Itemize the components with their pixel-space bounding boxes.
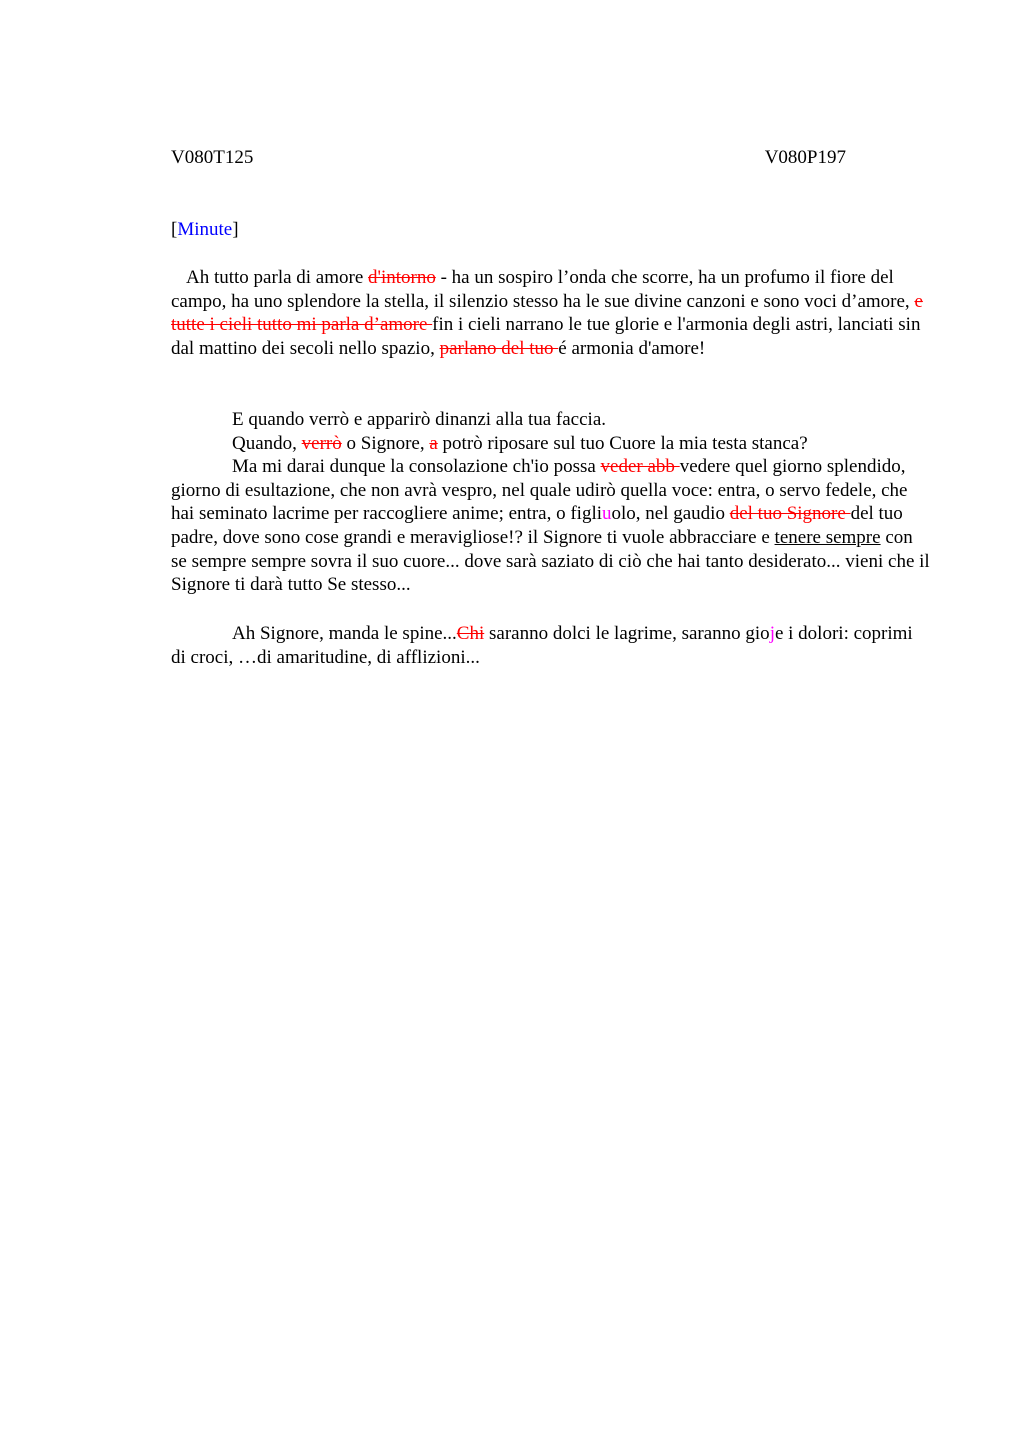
paragraph-2-line-2 (171, 432, 931, 456)
text-segment: fin i cieli narrano le tue glorie e l'armonia degli astri, lanciati sin dal mattino dei secoli nello spazio, (171, 314, 921, 359)
close-bracket: ] (232, 219, 239, 240)
paragraph-3 (171, 622, 931, 669)
deleted-text: a (429, 432, 438, 454)
text-segment: saranno dolci le lagrime, saranno gio (484, 623, 770, 644)
deleted-text: Chi (456, 623, 485, 644)
deleted-text: parlano del tuo (439, 337, 559, 359)
text-segment: vedere quel giorno splendido, giorno di esultazione, che non avrà vespro, nel quale udirò quella voce: entra, o servo fedele, che hai seminato lacrime per raccogliere anime; entra, o figli (171, 456, 908, 525)
text-segment: é armonia d'amore! (558, 337, 706, 359)
section-label-text: Minute (177, 219, 233, 240)
deleted-text: e tutte i cieli tutto mi parla d’amore (171, 290, 923, 336)
text-segment: Ah tutto parla di amore (186, 267, 369, 288)
text-segment: e i dolori: coprimi di croci, …di amaritudine, di afflizioni... (171, 623, 913, 668)
paragraph-1 (171, 266, 931, 360)
deleted-text: veder abb (600, 456, 680, 478)
paragraph-2-line-3 (171, 455, 931, 597)
section-label (171, 218, 239, 242)
text-segment: Ma mi darai dunque la consolazione ch'io possa (232, 456, 601, 478)
text-segment: - ha un sospiro l’onda che scorre, ha un profumo il fiore del campo, ha uno splendore la stella, il silenzio stesso ha le sue divine canzoni e sono voci d’amore, (171, 267, 915, 312)
text-segment: Quando, (232, 432, 302, 454)
text-segment: olo, nel gaudio (611, 503, 730, 525)
text-segment: o Signore, (341, 432, 430, 454)
deleted-text: d'intorno (368, 267, 436, 288)
inserted-text: j (769, 623, 775, 644)
deleted-text: verrò (301, 432, 342, 454)
text-segment: del tuo padre, dove sono cose grandi e meravigliose!? il Signore ti vuole abbracciare e (171, 503, 903, 548)
header-row (171, 146, 846, 170)
paragraph-2 (171, 408, 931, 597)
paragraph-2-line-1: E quando verrò e apparirò dinanzi alla tua faccia. (232, 409, 607, 430)
deleted-text: del tuo Signore (729, 503, 851, 525)
document-code-left: V080T125 (171, 147, 254, 168)
inserted-text: u (602, 503, 612, 525)
text-segment: potrò riposare sul tuo Cuore la mia testa stanca? (437, 432, 808, 454)
open-bracket: [ (171, 219, 178, 240)
underlined-text: tenere sempre (774, 526, 881, 548)
document-code-right: V080P197 (764, 147, 846, 168)
text-segment: Ah Signore, manda le spine... (232, 623, 457, 644)
text-segment: con se sempre sempre sovra il suo cuore... dove sarà saziato di ciò che hai tanto desiderato... vieni che il Signore ti darà tutto Se stesso... (171, 526, 930, 596)
